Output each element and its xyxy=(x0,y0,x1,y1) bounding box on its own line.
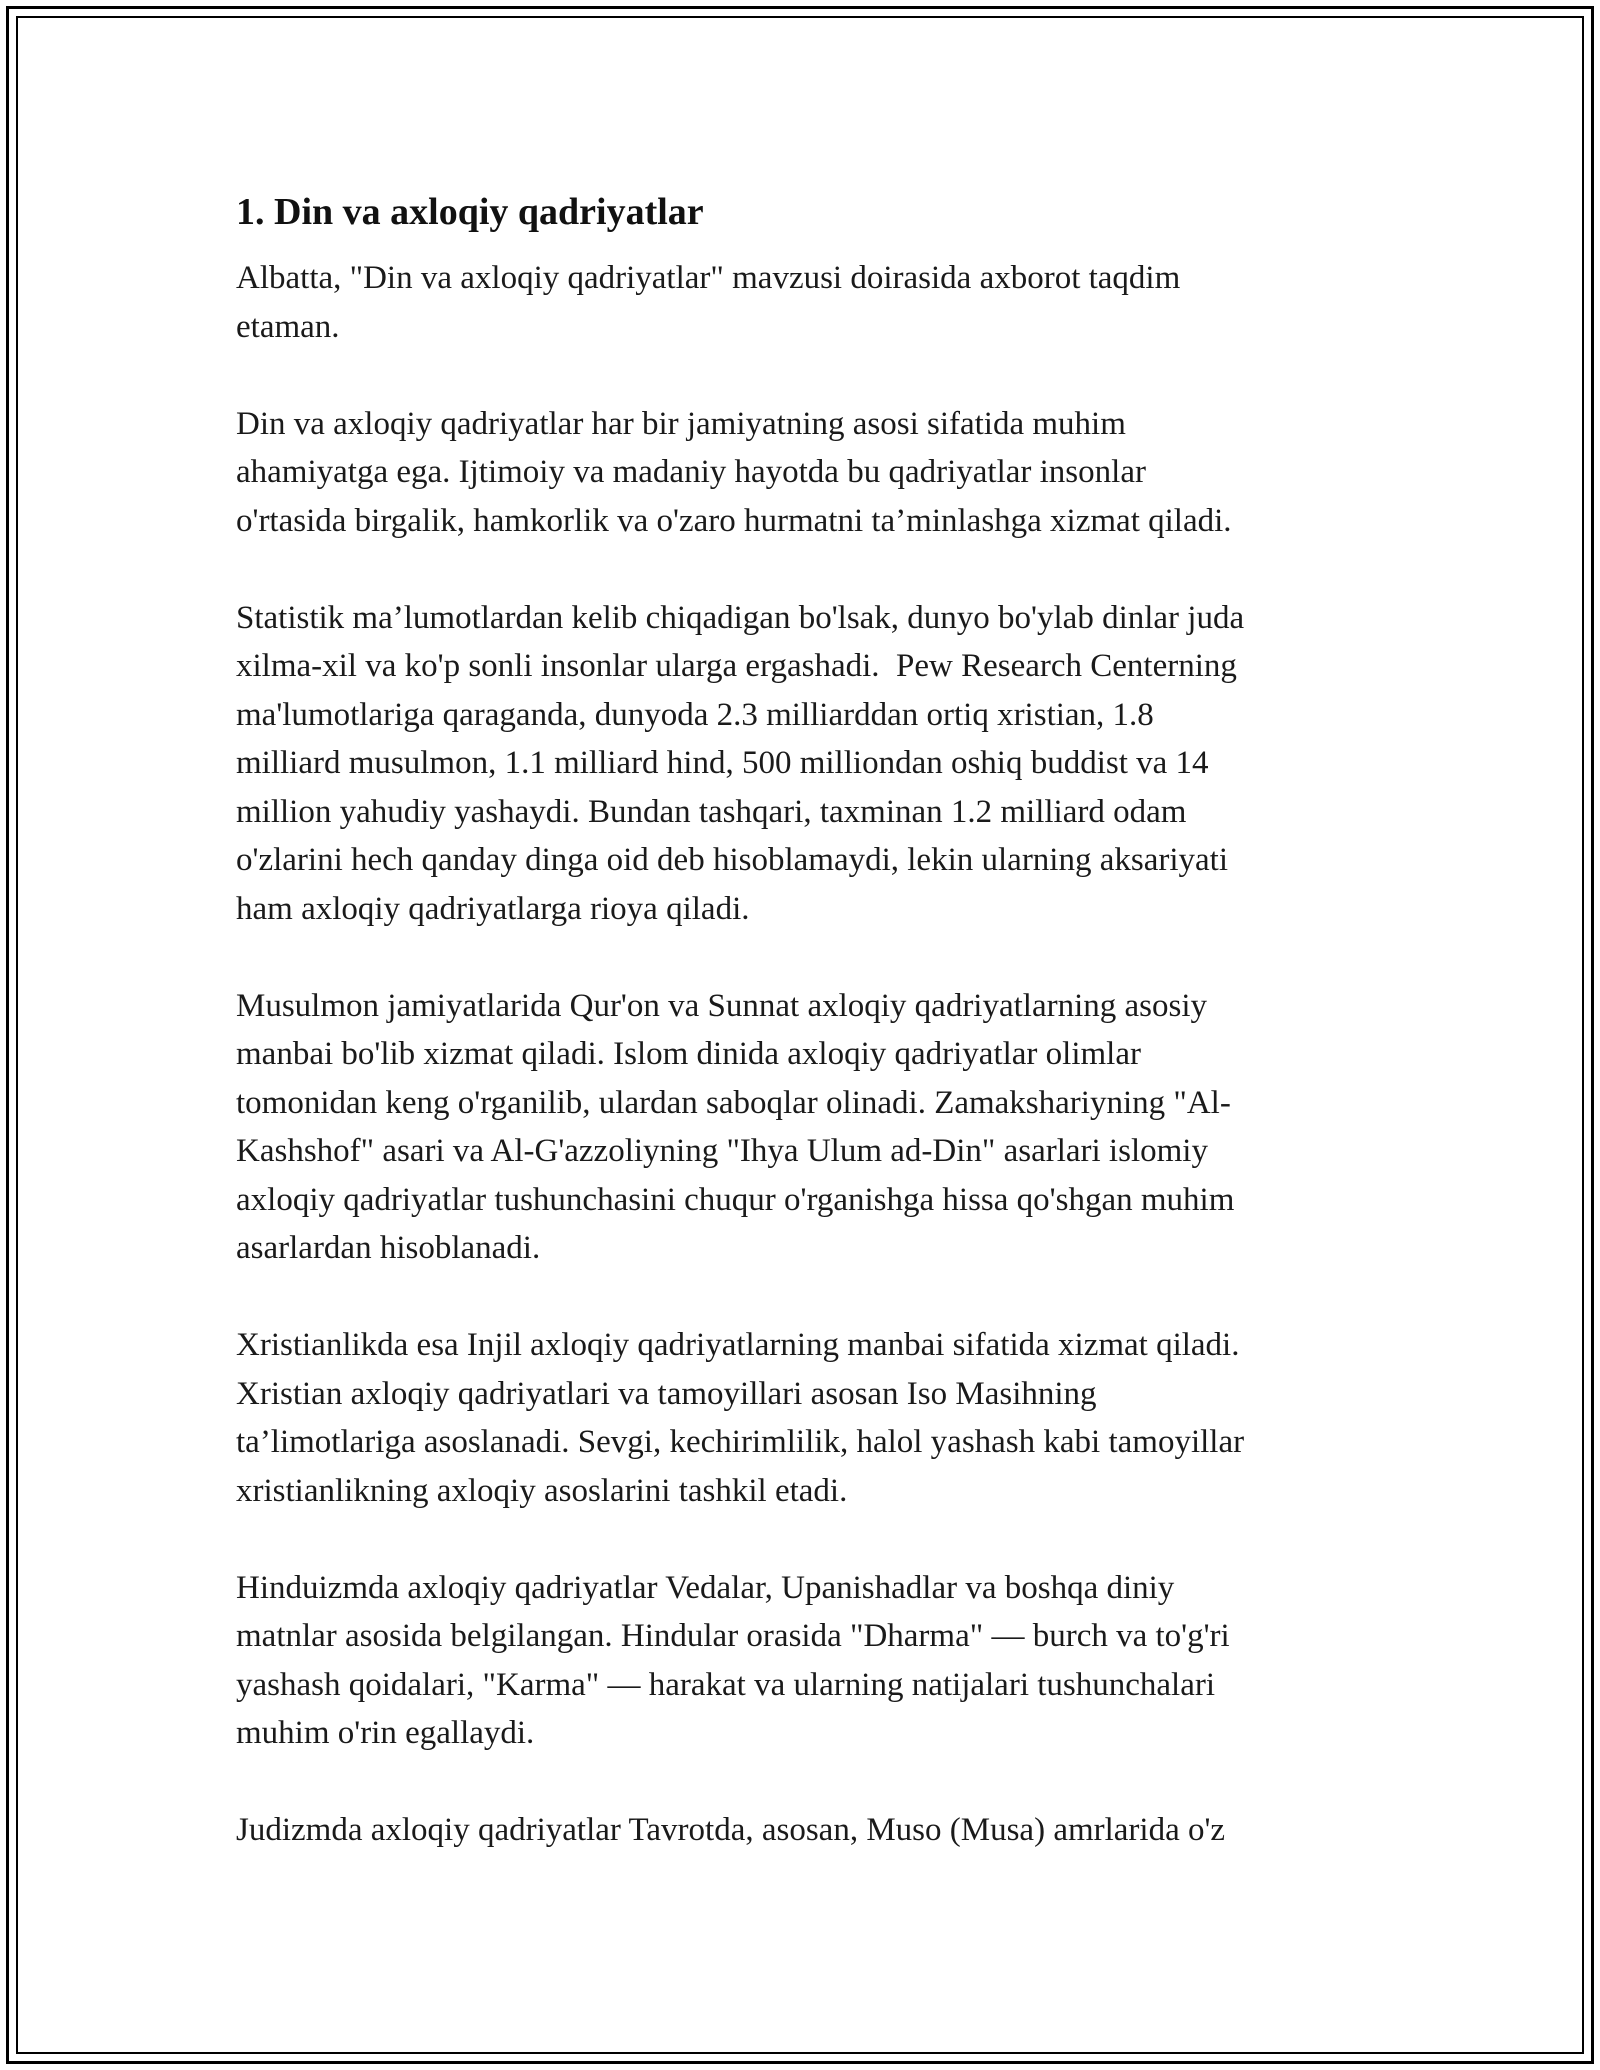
text-line: Hinduizmda axloqiy qadriyatlar Vedalar, Upanishadlar va boshqa diniy xyxy=(236,1569,1175,1606)
text-line: xristianlikning axloqiy asoslarini tashkil etadi. xyxy=(236,1472,848,1509)
text-line: Xristian axloqiy qadriyatlari va tamoyillari asosan Iso Masihning xyxy=(236,1375,1097,1412)
paragraph-intro xyxy=(236,254,1366,351)
text-line: etaman. xyxy=(236,308,340,345)
paragraph-judaism xyxy=(236,1806,1366,1855)
text-line: Xristianlikda esa Injil axloqiy qadriyatlarning manbai sifatida xizmat qiladi. xyxy=(236,1327,1240,1363)
text-line: ham axloqiy qadriyatlarga rioya qiladi. xyxy=(236,890,750,927)
text-line: ta’limotlariga asoslanadi. Sevgi, kechirimlilik, halol yashash kabi tamoyillar xyxy=(236,1424,1245,1460)
text-line: axloqiy qadriyatlar tushunchasini chuqur o'rganishga hissa qo'shgan muhim xyxy=(236,1181,1235,1218)
text-line: muhim o'rin egallaydi. xyxy=(236,1715,535,1751)
paragraph-islam xyxy=(236,982,1366,1273)
text-line: Musulmon jamiyatlarida Qur'on va Sunnat axloqiy qadriyatlarning asosiy xyxy=(236,987,1208,1024)
paragraph-christianity xyxy=(236,1321,1366,1515)
text-line: o'rtasida birgalik, hamkorlik va o'zaro hurmatni ta’minlashga xizmat qiladi. xyxy=(236,502,1232,539)
text-line: milliard musulmon, 1.1 milliard hind, 500 milliondan oshiq buddist va 14 xyxy=(236,745,1209,781)
text-line: Statistik ma’lumotlardan kelib chiqadigan bo'lsak, dunyo bo'ylab dinlar juda xyxy=(236,599,1245,636)
paragraph-hinduism xyxy=(236,1564,1366,1758)
text-line: asarlardan hisoblanadi. xyxy=(236,1230,541,1266)
text-line: yashash qoidalari, "Karma" — harakat va ularning natijalari tushunchalari xyxy=(236,1666,1216,1703)
text-line: tomonidan keng o'rganilib, ulardan saboqlar olinadi. Zamakshariyning "Al- xyxy=(236,1084,1231,1121)
text-line: Din va axloqiy qadriyatlar har bir jamiyatning asosi sifatida muhim xyxy=(236,405,1126,442)
text-line: o'zlarini hech qanday dinga oid deb hisoblamaydi, lekin ularning aksariyati xyxy=(236,842,1228,878)
text-line: million yahudiy yashaydi. Bundan tashqari, taxminan 1.2 milliard odam xyxy=(236,793,1187,830)
text-line: manbai bo'lib xizmat qiladi. Islom dinida axloqiy qadriyatlar olimlar xyxy=(236,1036,1141,1072)
paragraph-statistics xyxy=(236,594,1366,934)
text-line: ma'lumotlariga qaraganda, dunyoda 2.3 milliarddan ortiq xristian, 1.8 xyxy=(236,696,1154,733)
page-title: 1. Din va axloqiy qadriyatlar xyxy=(236,191,704,233)
text-line: Kashshof" asari va Al-G'azzoliyning "Ihya Ulum ad-Din" asarlari islomiy xyxy=(236,1133,1208,1169)
text-line: Judizmda axloqiy qadriyatlar Tavrotda, asosan, Muso (Musa) amrlarida o'z xyxy=(236,1812,1226,1848)
document-body xyxy=(236,188,1366,1903)
text-line: Albatta, "Din va axloqiy qadriyatlar" mavzusi doirasida axborot taqdim xyxy=(236,260,1181,296)
text-line: matnlar asosida belgilangan. Hindular orasida "Dharma" — burch va to'g'ri xyxy=(236,1618,1230,1654)
text-line: ahamiyatga ega. Ijtimoiy va madaniy hayotda bu qadriyatlar insonlar xyxy=(236,454,1146,490)
text-line: xilma-xil va ko'p sonli insonlar ularga ergashadi. Pew Research Centerning xyxy=(236,648,1237,684)
paragraph-importance xyxy=(236,400,1366,546)
